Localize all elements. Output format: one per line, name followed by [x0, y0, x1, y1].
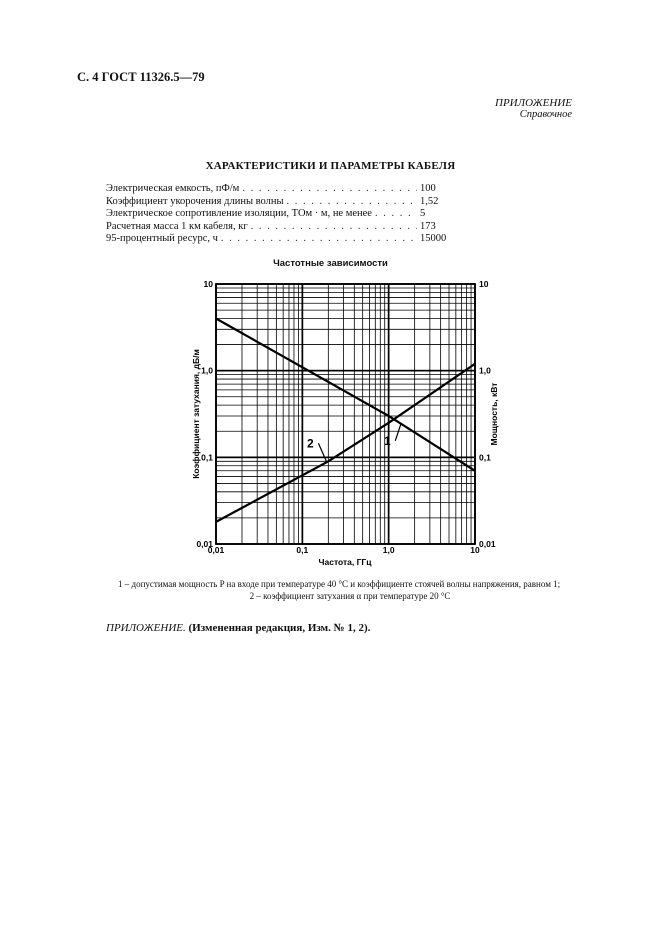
param-value: 15000	[420, 233, 447, 245]
param-value: 100	[420, 183, 436, 194]
y-axis-label-left: Коэффициент затухания, дБ/м	[191, 349, 201, 479]
param-value: 5	[420, 208, 426, 220]
x-tick-label: 10	[470, 545, 480, 555]
appendix-sublabel: Справочное	[519, 109, 572, 120]
plot-frame	[216, 284, 475, 544]
series-line-1	[216, 319, 475, 471]
appendix-label: ПРИЛОЖЕНИЕ	[495, 97, 572, 109]
param-value: 1,52	[420, 195, 439, 207]
param-label: Электрическая емкость, пФ/м	[106, 183, 240, 194]
section-title: ХАРАКТЕРИСТИКИ И ПАРАМЕТРЫ КАБЕЛЯ	[205, 160, 456, 172]
param-label: Коэффициент укорочения длины волны	[106, 195, 284, 207]
param-label: Расчетная масса 1 км кабеля, кг	[106, 220, 248, 232]
series-leader-1	[395, 423, 401, 441]
series-label-2: 2	[307, 436, 314, 451]
y-tick-label-right: 0,01	[479, 539, 496, 549]
document-header: С. 4 ГОСТ 11326.5—79	[77, 70, 205, 84]
chart-series	[216, 319, 475, 522]
x-axis-label: Частота, ГГц	[318, 557, 372, 567]
y-tick-label-right: 0,1	[479, 452, 491, 463]
caption-line-1: 1 – допустимая мощность P на входе при температуре 40 °С и коэффициенте стоячей волны напряжения, равном 1;	[118, 579, 561, 589]
y-tick-label-left: 10	[203, 279, 213, 289]
chart-grid	[216, 284, 475, 544]
x-tick-label: 1,0	[382, 545, 395, 555]
caption-line-2: 2 – коэффициент затухания α при температуре 20 °С	[249, 591, 451, 601]
chart-ticks	[196, 279, 495, 555]
amendment-note-text: (Измененная редакция, Изм. № 1, 2).	[188, 622, 371, 634]
param-value: 173	[420, 220, 436, 232]
x-tick-label: 0,01	[207, 545, 225, 555]
series-label-1: 1	[383, 433, 391, 448]
y-tick-label-left: 0,1	[201, 452, 213, 463]
chart-caption	[100, 578, 600, 602]
y-tick-label-left: 1,0	[201, 365, 213, 376]
series-line-2	[216, 364, 475, 522]
y-tick-label-left: 0,01	[196, 539, 213, 549]
y-axis-label-right: Мощность, кВт	[489, 382, 499, 446]
chart-title: Частотные зависимости	[273, 258, 388, 269]
param-label: 95-процентный ресурс, ч	[106, 233, 218, 245]
x-tick-label: 0,1	[296, 545, 309, 555]
param-label: Электрическое сопротивление изоляции, ТОм · м, не менее	[106, 208, 372, 220]
series-leader-2	[318, 443, 326, 461]
amendment-note-label: ПРИЛОЖЕНИЕ.	[106, 622, 186, 634]
amendment-note	[106, 622, 370, 634]
y-tick-label-right: 1,0	[479, 365, 491, 376]
y-tick-label-right: 10	[479, 279, 489, 289]
